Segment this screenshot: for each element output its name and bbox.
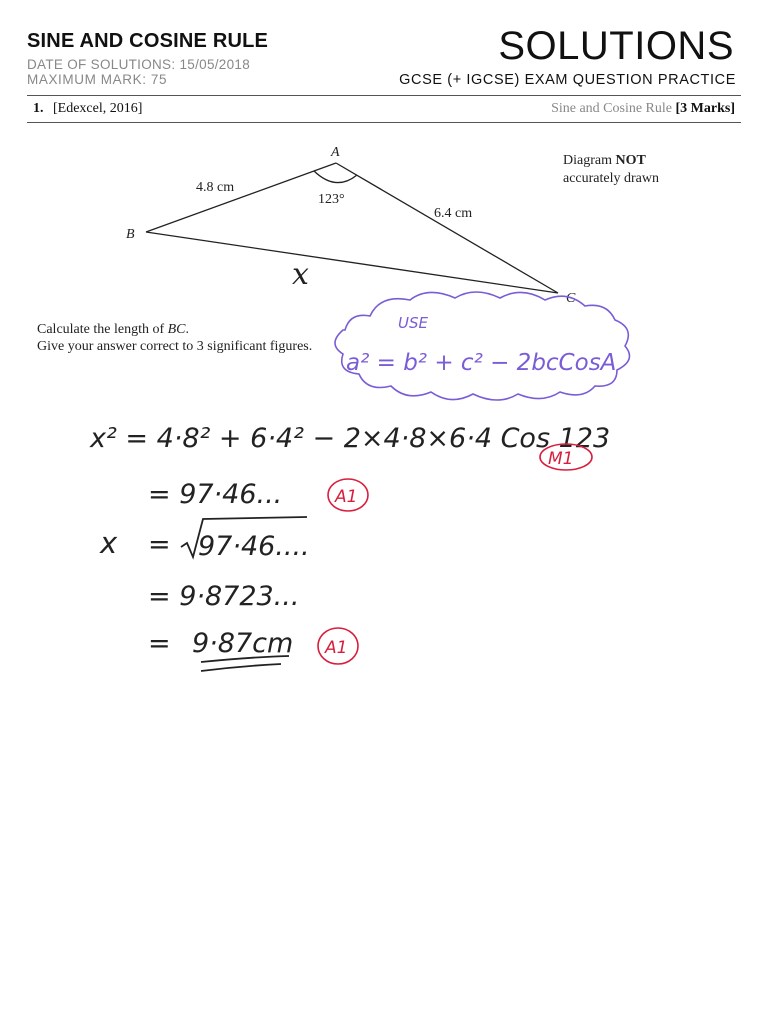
- exam-subtitle: GCSE (+ IGCSE) EXAM QUESTION PRACTICE: [399, 72, 736, 88]
- diagram-note-rest: accurately drawn: [563, 171, 659, 186]
- working-line-4: = 9·8723...: [148, 581, 300, 612]
- side-ac-label: 6.4 cm: [434, 206, 473, 221]
- vertex-a-label: A: [331, 145, 340, 160]
- mark-a1-first: A1: [335, 487, 358, 507]
- cloud-use-label: USE: [398, 314, 428, 332]
- working-line-3-val: 97·46....: [198, 531, 310, 562]
- angle-arc: [314, 171, 357, 183]
- working-line-2: = 97·46...: [148, 479, 283, 510]
- angle-a-label: 123°: [318, 192, 345, 207]
- formula-cloud: [335, 292, 630, 400]
- side-ab: [146, 163, 336, 232]
- side-ac: [336, 163, 558, 293]
- question-line-1: Calculate the length of BC.: [37, 322, 190, 337]
- side-bc-handwritten-x: x: [292, 257, 309, 292]
- solutions-heading: SOLUTIONS: [498, 24, 734, 68]
- mark-a1-second: A1: [325, 638, 348, 658]
- question-source: [Edexcel, 2016]: [53, 101, 143, 116]
- diagram-note-not: NOT: [615, 153, 646, 168]
- working-line-1: x² = 4·8² + 6·4² − 2×4·8×6·4 Cos 123: [90, 423, 611, 454]
- vertex-b-label: B: [126, 227, 135, 242]
- working-line-5-val: 9·87cm: [192, 628, 294, 659]
- side-ab-label: 4.8 cm: [196, 180, 235, 195]
- mark-m1: M1: [548, 449, 574, 469]
- side-bc: [146, 232, 558, 293]
- maximum-mark: MAXIMUM MARK: 75: [27, 72, 168, 87]
- working-line-3-var: x: [100, 526, 118, 560]
- working-line-5-eq: =: [148, 628, 171, 659]
- vertex-c-label: C: [566, 291, 576, 306]
- question-number: 1.: [33, 101, 44, 116]
- question-line-2: Give your answer correct to 3 significant figures.: [37, 339, 313, 354]
- question-marks: [3 Marks]: [675, 101, 735, 116]
- worksheet-title: SINE AND COSINE RULE: [27, 30, 269, 52]
- date-of-solutions: DATE OF SOLUTIONS: 15/05/2018: [27, 57, 251, 72]
- cloud-formula: a² = b² + c² − 2bcCosA: [346, 350, 617, 376]
- working-line-3-eq: =: [148, 529, 171, 560]
- topic-label: Sine and Cosine Rule: [551, 101, 672, 116]
- diagram-note-prefix: Diagram: [563, 153, 616, 168]
